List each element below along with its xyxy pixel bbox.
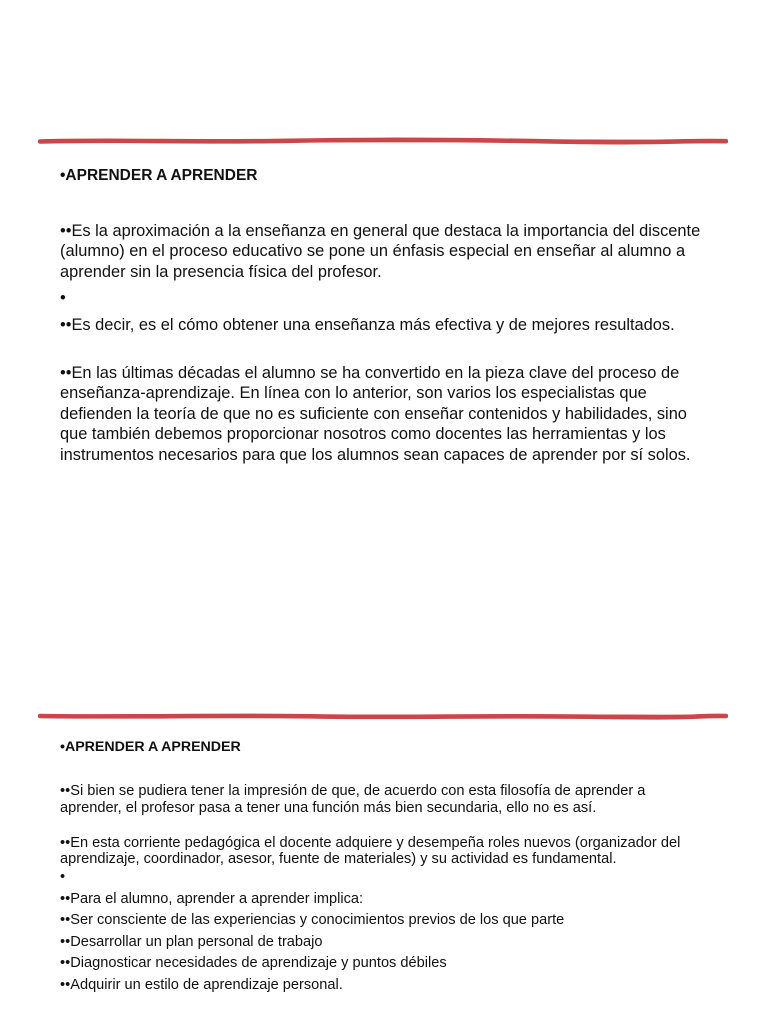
paragraph: ••Si bien se pudiera tener la impresión de que, de acuerdo con esta filosofía de aprender a aprender, el profesor pasa a tener una función más bien secundaria, ello no es así. xyxy=(60,783,646,816)
list-item: ••Desarrollar un plan personal de trabajo xyxy=(60,933,323,950)
paragraph: ••En las últimas décadas el alumno se ha convertido en la pieza clave del proceso de enseñanza-aprendizaje. En línea con lo anterior, son varios los especialistas que defienden la teoría de que no es suficiente con enseñar contenidos y habilidades, sino que también debemos proporcionar nosotros como docentes las herramientas y los instrumentos necesarios para que los alumnos sean capaces de aprender por sí solos. xyxy=(60,363,691,464)
list-item: ••Adquirir un estilo de aprendizaje personal. xyxy=(60,976,343,993)
paragraph: ••En esta corriente pedagógica el docente adquiere y desempeña roles nuevos (organizador del aprendizaje, coordinador, asesor, fuente de materiales) y su actividad es fundamental. xyxy=(60,834,681,868)
red-brush-divider xyxy=(38,712,728,720)
slide-1-content xyxy=(60,166,710,466)
slide-title: •APRENDER A APRENDER xyxy=(60,739,241,755)
slide-2-content xyxy=(60,739,710,996)
empty-bullet: • xyxy=(60,289,66,308)
slide-2 xyxy=(0,700,768,1024)
empty-bullet: • xyxy=(60,869,66,886)
red-brush-divider xyxy=(38,137,728,145)
list-item: ••Diagnosticar necesidades de aprendizaje y puntos débiles xyxy=(60,955,447,972)
slide-title: •APRENDER A APRENDER xyxy=(60,167,258,184)
paragraph: ••Es decir, es el cómo obtener una enseñanza más efectiva y de mejores resultados. xyxy=(60,315,675,334)
paragraph: ••Es la aproximación a la enseñanza en general que destaca la importancia del discente (alumno) en el proceso educativo se pone un énfasis especial en enseñar al alumno a aprender sin la presencia física del profesor. xyxy=(60,221,701,281)
list-item: ••Ser consciente de las experiencias y conocimientos previos de los que parte xyxy=(60,912,565,929)
list-item: ••Para el alumno, aprender a aprender implica: xyxy=(60,890,364,907)
